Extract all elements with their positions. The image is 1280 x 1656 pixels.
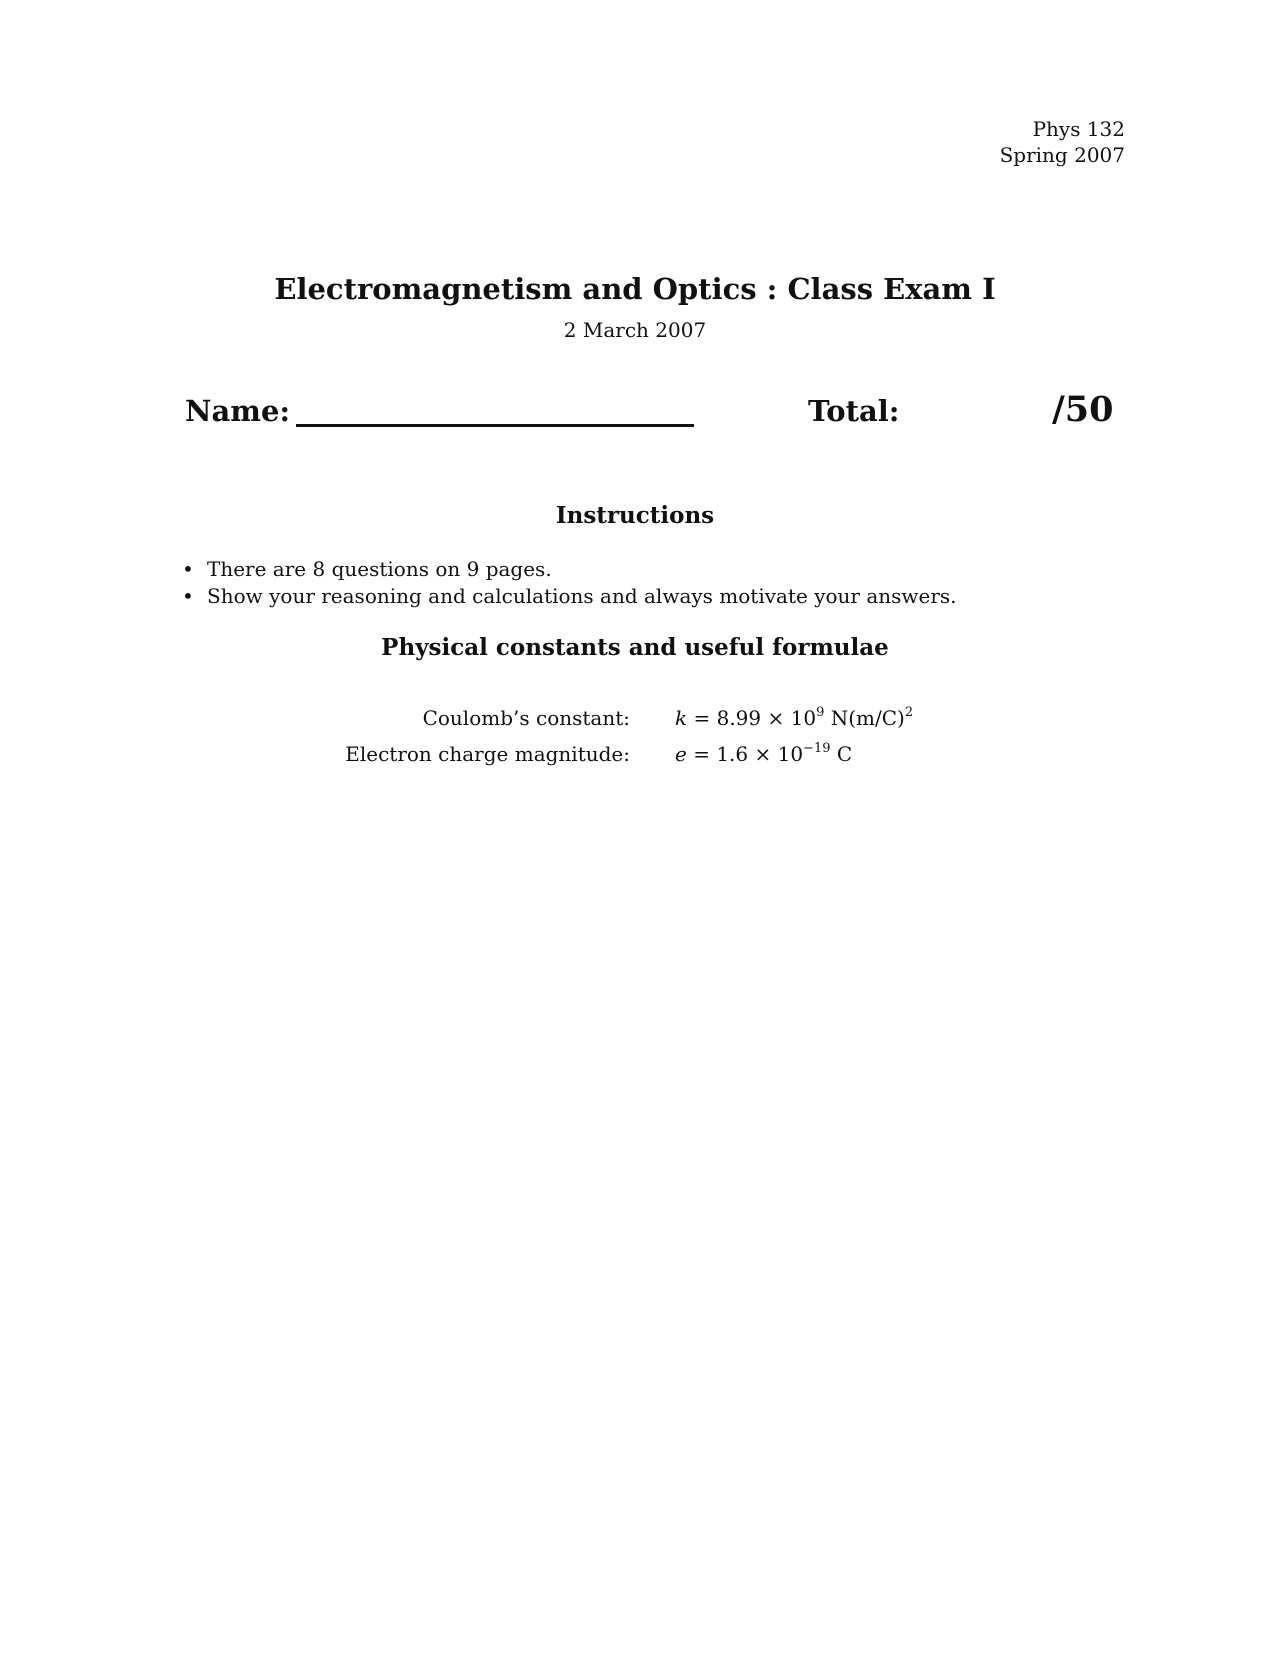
- instruction-item: [182, 556, 957, 583]
- constant-label: Coulomb’s constant:: [422, 706, 630, 730]
- course-term: Spring 2007: [999, 143, 1125, 167]
- unit-exponent: 2: [904, 705, 914, 720]
- constant-mantissa: = 8.99 × 10: [693, 706, 817, 730]
- exam-date: 2 March 2007: [563, 318, 707, 342]
- constant-unit: C: [830, 742, 853, 766]
- instruction-text: Show your reasoning and calculations and always motivate your answers.: [207, 584, 957, 608]
- name-field[interactable]: [296, 424, 694, 427]
- constants-table: [0, 706, 1280, 778]
- constant-value: [675, 742, 852, 766]
- constant-exponent: −19: [803, 741, 831, 756]
- constant-symbol: e: [675, 742, 687, 766]
- constant-mantissa: = 1.6 × 10: [693, 742, 804, 766]
- constant-value: [675, 706, 913, 730]
- constant-row: [0, 706, 1280, 742]
- exam-title: Electromagnetism and Optics : Class Exam I: [274, 272, 996, 306]
- constant-row: [0, 742, 1280, 778]
- instructions-heading: Instructions: [555, 502, 715, 529]
- constant-label: Electron charge magnitude:: [345, 742, 630, 766]
- constant-unit: N(m/C): [824, 706, 905, 730]
- course-code: Phys 132: [1032, 117, 1125, 141]
- total-label: Total:: [808, 394, 900, 428]
- constant-exponent: 9: [816, 705, 825, 720]
- constants-heading: Physical constants and useful formulae: [381, 634, 889, 661]
- name-label: Name:: [185, 394, 291, 428]
- bullet-icon: •: [182, 584, 194, 608]
- instruction-list: [182, 556, 957, 610]
- instruction-item: [182, 583, 957, 610]
- course-header: [1000, 116, 1125, 168]
- total-score: /50: [1052, 389, 1114, 430]
- constant-symbol: k: [675, 706, 688, 730]
- bullet-icon: •: [182, 557, 194, 581]
- instruction-text: There are 8 questions on 9 pages.: [207, 557, 552, 581]
